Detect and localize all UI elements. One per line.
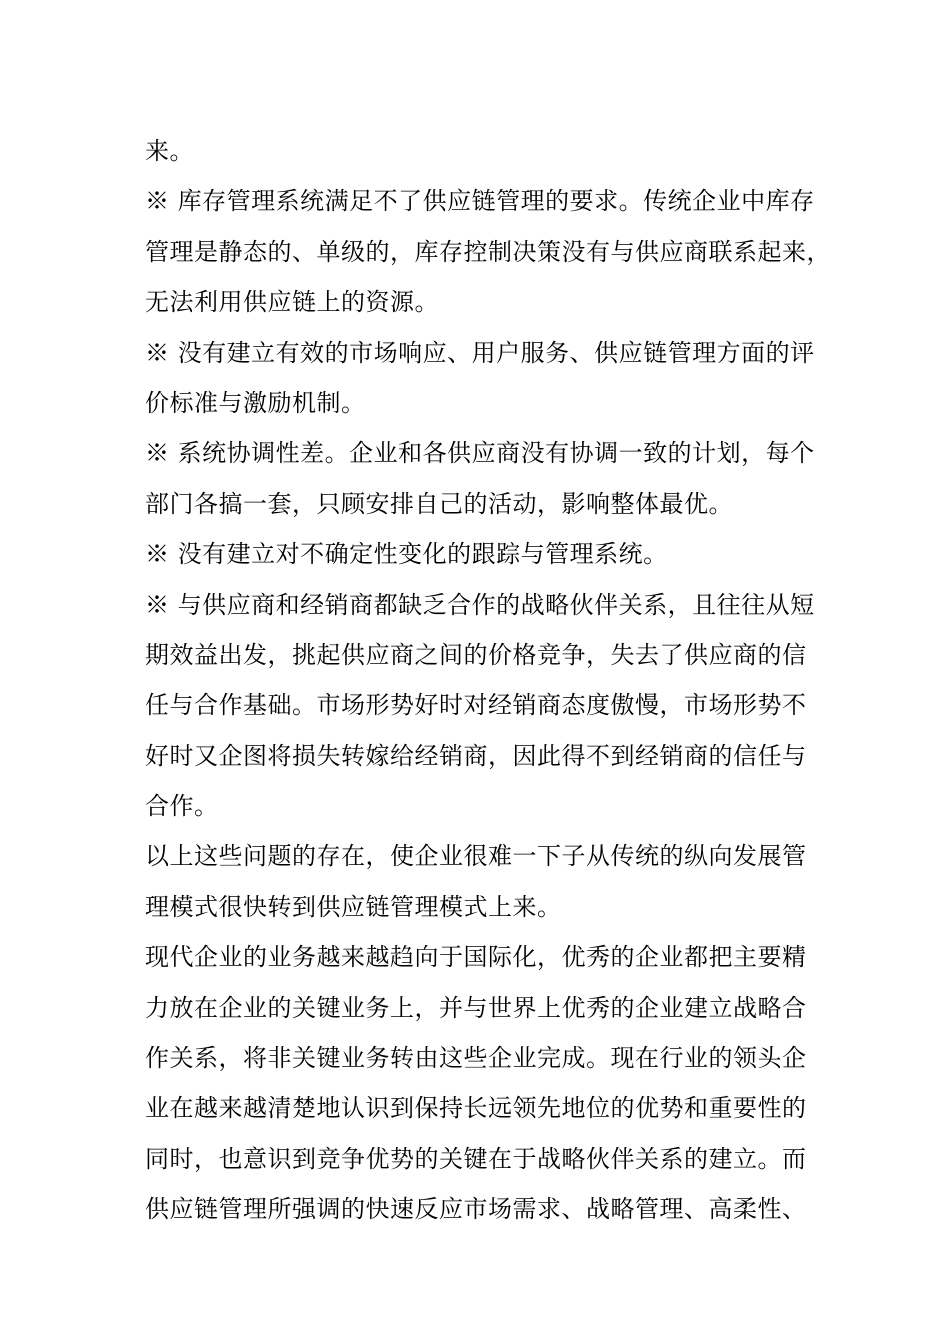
text-line: 以上这些问题的存在，使企业很难一下子从传统的纵向发展管 — [145, 842, 807, 871]
text-line: ※ 系统协调性差。企业和各供应商没有协调一致的计划，每个 — [145, 439, 815, 468]
text-line: 管理是静态的、单级的，库存控制决策没有与供应商联系起来， — [145, 237, 831, 266]
text-line: ※ 没有建立有效的市场响应、用户服务、供应链管理方面的评 — [145, 338, 815, 367]
text-line: 期效益出发，挑起供应商之间的价格竞争，失去了供应商的信 — [145, 640, 807, 669]
text-line: 现代企业的业务越来越趋向于国际化，优秀的企业都把主要精 — [145, 943, 807, 972]
text-line: 作关系，将非关键业务转由这些企业完成。现在行业的领头企 — [145, 1044, 807, 1073]
body-text — [145, 126, 831, 1235]
text-line: 力放在企业的关键业务上，并与世界上优秀的企业建立战略合 — [145, 993, 807, 1022]
text-line: 无法利用供应链上的资源。 — [145, 288, 439, 317]
text-line: 部门各搞一套，只顾安排自己的活动，影响整体最优。 — [145, 489, 733, 518]
text-line: 好时又企图将损失转嫁给经销商，因此得不到经销商的信任与 — [145, 741, 807, 770]
text-line: 同时，也意识到竞争优势的关键在于战略伙伴关系的建立。而 — [145, 1144, 807, 1173]
text-line: 理模式很快转到供应链管理模式上来。 — [145, 892, 562, 921]
text-line: 价标准与激励机制。 — [145, 388, 366, 417]
text-line: ※ 没有建立对不确定性变化的跟踪与管理系统。 — [145, 540, 668, 569]
text-line: 任与合作基础。市场形势好时对经销商态度傲慢，市场形势不 — [145, 691, 807, 720]
text-line: ※ 与供应商和经销商都缺乏合作的战略伙伴关系，且往往从短 — [145, 590, 815, 619]
text-line: 合作。 — [145, 792, 219, 821]
text-line: 供应链管理所强调的快速反应市场需求、战略管理、高柔性、 — [145, 1195, 807, 1224]
text-line: 业在越来越清楚地认识到保持长远领先地位的优势和重要性的 — [145, 1094, 807, 1123]
text-line: 来。 — [145, 137, 194, 165]
text-line: ※ 库存管理系统满足不了供应链管理的要求。传统企业中库存 — [145, 187, 815, 216]
